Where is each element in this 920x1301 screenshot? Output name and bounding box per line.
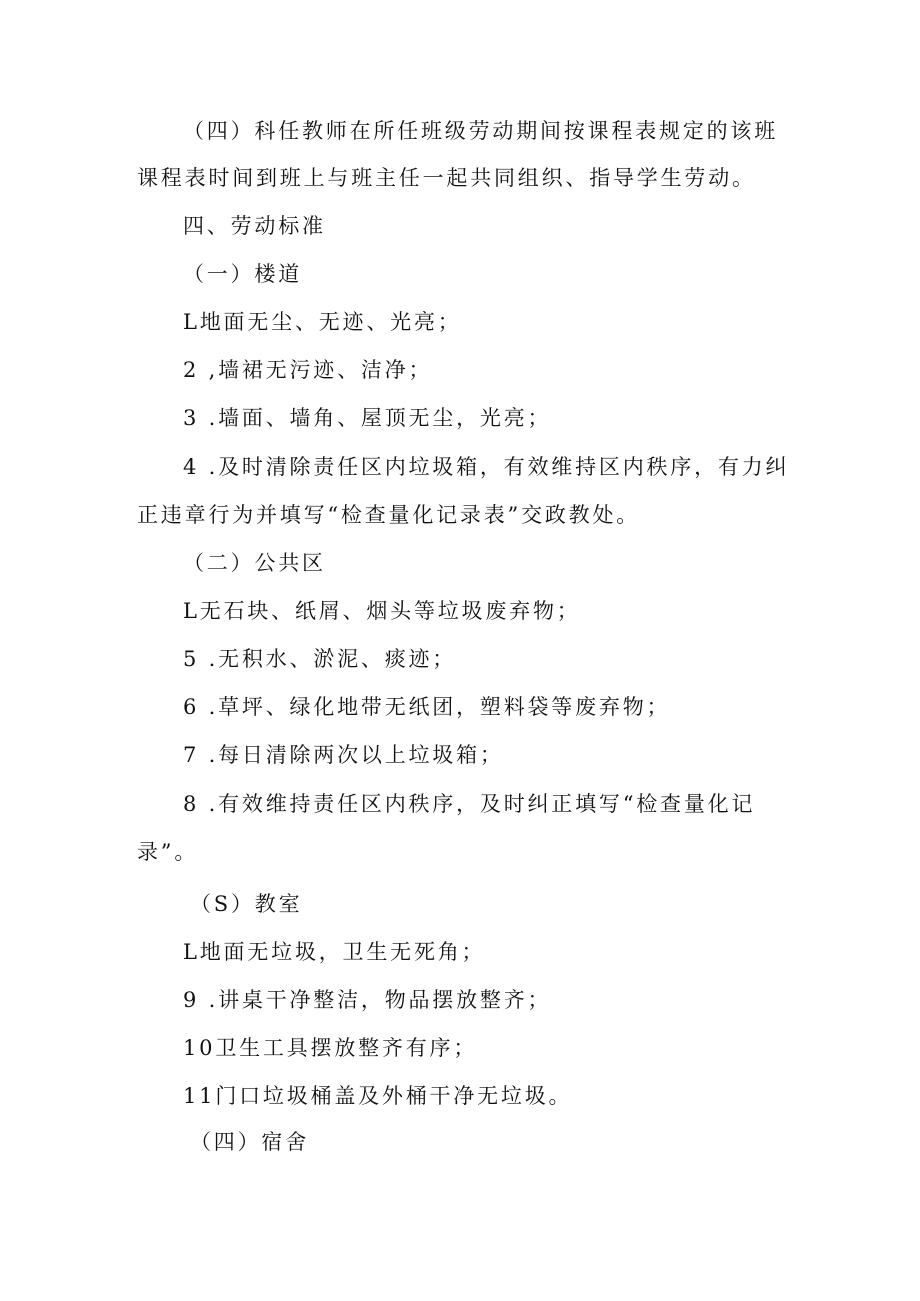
subsection-heading-classroom: （S）教室 (190, 892, 303, 916)
corridor-item-3: 3 .墙面、墙角、屋顶无尘，光亮； (183, 406, 552, 430)
section-heading-4: 四、劳动标准 (183, 214, 326, 238)
classroom-item-3: 10卫生工具摆放整齐有序； (183, 1036, 478, 1060)
public-area-item-3: 6 .草坪、绿化地带无纸团，塑料袋等废弃物； (183, 695, 671, 719)
classroom-item-2: 9 .讲桌干净整洁，物品摆放整齐； (183, 988, 552, 1012)
corridor-item-4-line-1: 4 .及时清除责任区内垃圾箱，有效维持区内秩序，有力纠 (183, 455, 790, 479)
paragraph-4-line-1: （四）科任教师在所任班级劳动期间按课程表规定的该班 (183, 119, 778, 143)
subsection-heading-dormitory: （四）宿舍 (190, 1130, 309, 1154)
corridor-item-1: L地面无尘、无迹、光亮； (183, 310, 462, 334)
public-area-item-1: L无石块、纸屑、烟头等垃圾废弃物； (183, 599, 581, 623)
subsection-heading-corridor: （一）楼道 (183, 262, 302, 286)
corridor-item-2: 2 ,墙裙无污迹、洁净； (183, 358, 433, 382)
classroom-item-1: L地面无垃圾，卫生无死角； (183, 940, 486, 964)
subsection-heading-public-area: （二）公共区 (183, 551, 326, 575)
public-area-item-4: 7 .每日清除两次以上垃圾箱； (183, 743, 504, 767)
public-area-item-5-line-1: 8 .有效维持责任区内秩序，及时纠正填写“检查量化记 (183, 792, 756, 816)
public-area-item-2: 5 .无积水、淤泥、痰迹； (183, 647, 457, 671)
public-area-item-5-line-2: 录”。 (137, 840, 199, 864)
classroom-item-4: 11门口垃圾桶盖及外桶干净无垃圾。 (183, 1084, 573, 1108)
paragraph-4-line-2: 课程表时间到班上与班主任一起共同组织、指导学生劳动。 (137, 166, 756, 190)
corridor-item-4-line-2: 正违章行为并填写“检查量化记录表”交政教处。 (137, 503, 641, 527)
